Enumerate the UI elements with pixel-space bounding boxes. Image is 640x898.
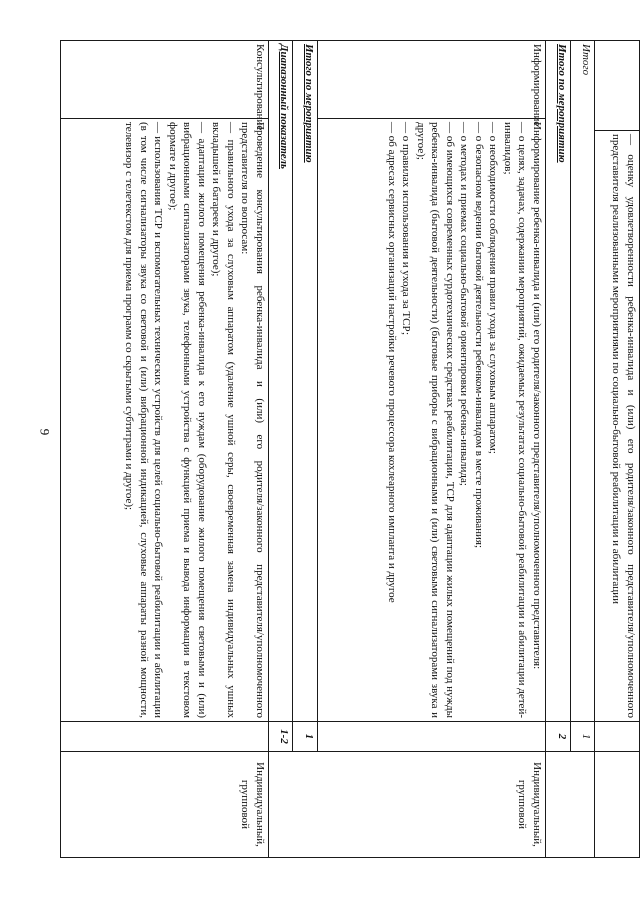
list-item: — об имеющихся современных сурдотехнических средствах реабилитации, ТСР для адаптации жилых помещений под нужды ребенка-инвалида (бытовой деятельности) (бытовые приборы с вибрационными и (или) световыми сигнализаторами звука и другое); <box>414 122 456 718</box>
top-cell <box>595 131 640 722</box>
form-informing: Индивидуальный, групповой <box>268 752 545 858</box>
itogo-mer-value: 2 <box>546 722 571 752</box>
table-row-diapazon <box>268 41 293 858</box>
list-item: — о целях, задачах, содержании мероприятий, ожидаемых результатах социально-бытовой реабилитации и абилитации детей-инвалидов; <box>501 122 529 718</box>
list-item: — о методах и приемах социально-бытовой ориентировки ребенка-инвалида; <box>458 122 471 486</box>
table-row-itogo-mer-2 <box>293 41 318 858</box>
table-row-informing <box>317 41 545 858</box>
list-item: — об адресах сервисных организаций настройки речевого процессора кохлеарного импланта и другое <box>385 122 398 603</box>
list-item: — о правилах использования и ухода за ТСР; <box>400 122 413 336</box>
itogo-label: Итого <box>570 41 595 722</box>
list-item: — правильного ухода за слуховым аппаратом (удаление ушной серы, своевременная замена индивидуальных ушных вкладышей и батареек и другое); <box>210 122 237 718</box>
diapazon-label: Диапазонный показатель <box>268 41 293 722</box>
table-row-consult <box>61 41 269 858</box>
table-row-top <box>595 41 640 858</box>
rotated-page-content <box>60 40 640 858</box>
itogo-mer-2-value: 1 <box>293 722 318 752</box>
informing-content <box>317 119 545 722</box>
list-item: — о безопасном ведении бытовой деятельности ребенком-инвалидом в месте проживания; <box>472 122 485 549</box>
diapazon-value: 1-2 <box>268 722 293 752</box>
itogo-value: 1 <box>570 722 595 752</box>
table-row-itogo <box>570 41 595 858</box>
list-item: — адаптации жилого помещения ребенка-инвалида к его нуждам (оборудование жилого помещения световыми и (или) вибрационными сигнализаторами звука, телефонными устройства с функцией приема и вывода информации в текстовом формате и другое); <box>166 122 208 718</box>
informing-lead: Информирование ребенка-инвалида и (или) его родителя/законного представителя/уполномоченного представителя: <box>531 122 543 670</box>
itogo-mer-2-label: Итого по мероприятию <box>293 41 318 722</box>
consult-content <box>61 119 269 722</box>
page-number: 9 <box>37 428 53 436</box>
service-name-informing: Информирование <box>317 41 545 119</box>
services-table <box>60 40 640 858</box>
consult-lead: Проведение консультирования ребенка-инвалида и (или) его родителя/законного представителя/уполномоченного представителя по вопросам: <box>239 122 266 718</box>
form-consult: Индивидуальный, групповой <box>61 752 269 858</box>
service-name-consult: Консультирование <box>61 41 269 119</box>
table-row-itogo-mer <box>546 41 571 858</box>
list-item: — использования ТСР и вспомогательных технических устройств для целей социально-бытовой реабилитации и абилитации (в том числе сигнализаторы звука со световой и (или) вибрационной индикацией, слуховые аппараты разной мощности, телевизор с телетекстом для приема программ со скрытыми субтитрами и другое); <box>123 122 165 718</box>
itogo-mer-label: Итого по мероприятию <box>546 41 571 722</box>
list-item: — о необходимости соблюдения правил ухода за слуховым аппаратом; <box>487 122 500 454</box>
list-item: — оценку удовлетворенности ребенка-инвалида и (или) его родителя/законного представителя/уполномоченного представителя реализованными мероприятиями по социально-бытовой реабилитации и абилитации <box>610 134 637 718</box>
